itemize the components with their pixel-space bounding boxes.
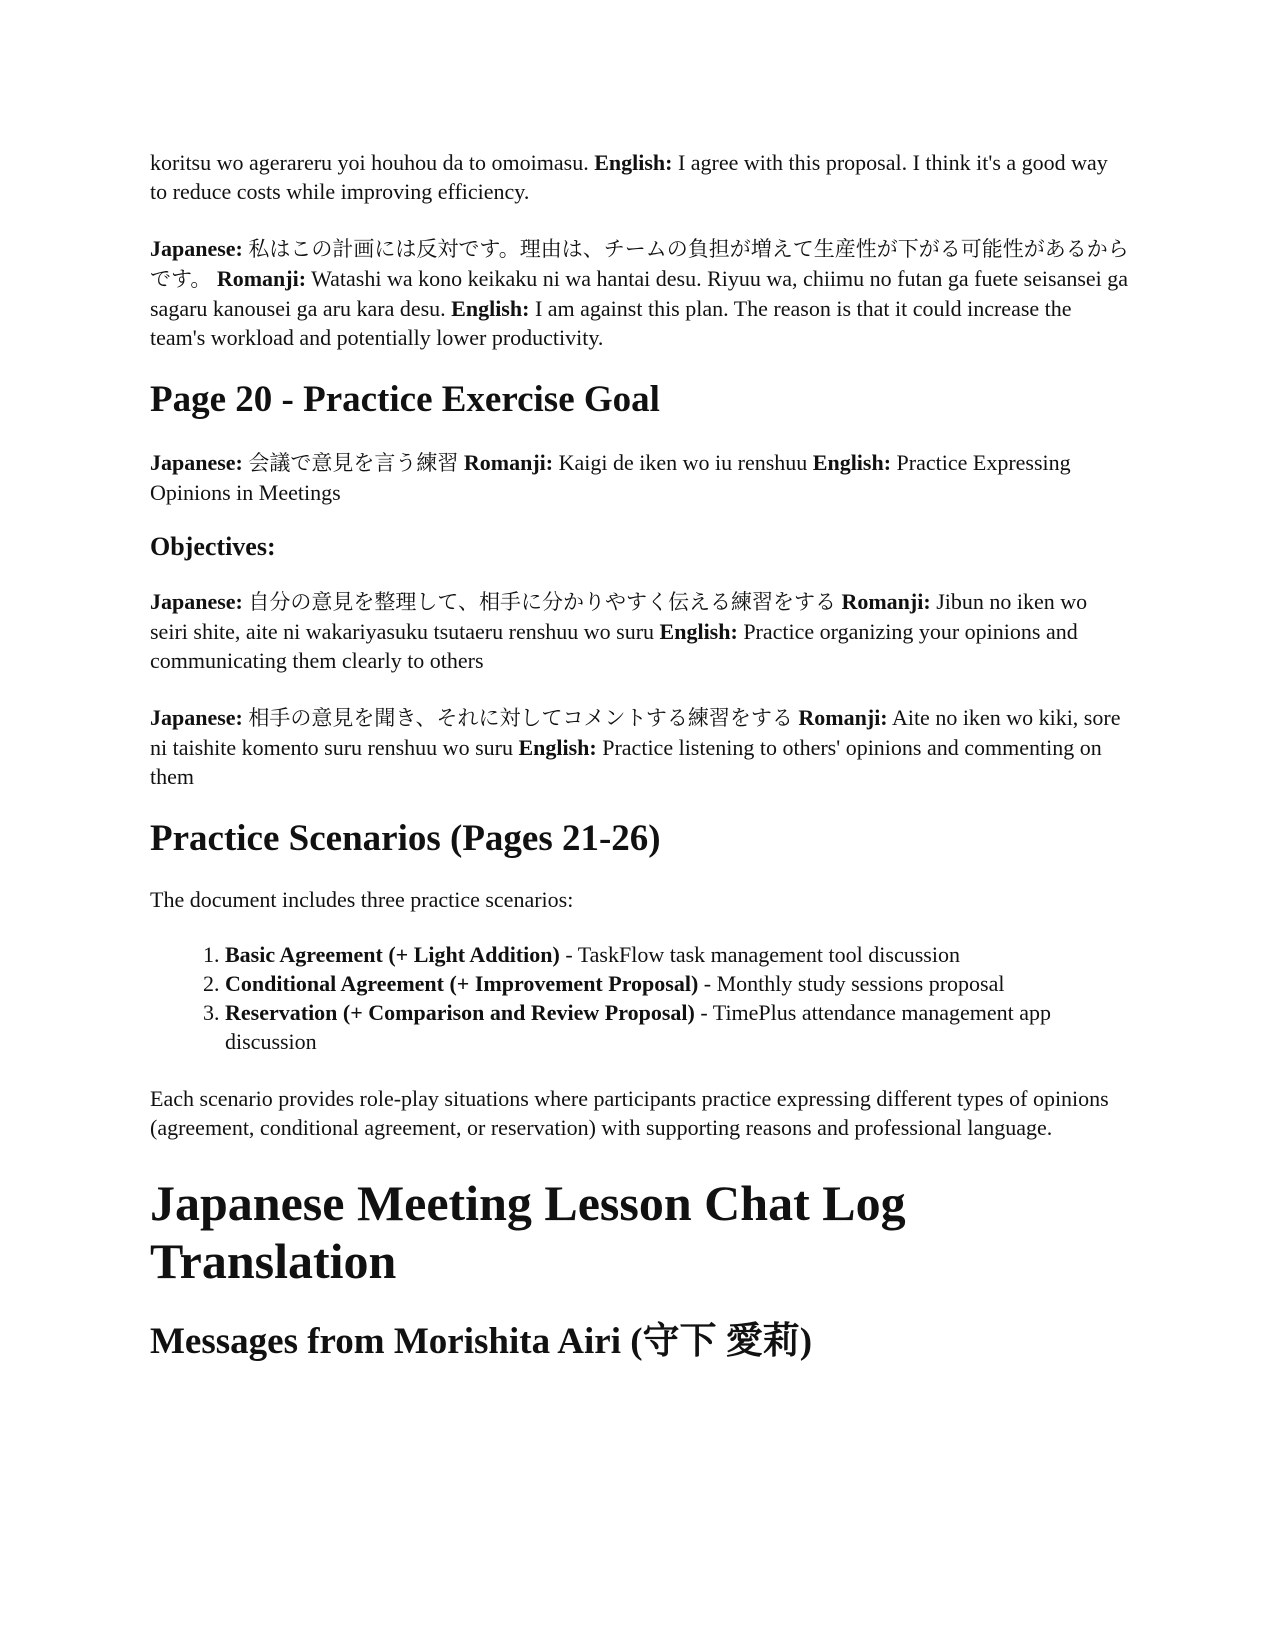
japanese-text: 相手の意見を聞き、それに対してコメントする練習をする — [248, 706, 793, 730]
japanese-text: 私はこの計画には反対です。理由は、チームの負担が増えて生産性が下がる可能性があるからです。 — [150, 237, 1129, 291]
paragraph-agreement-example — [150, 148, 1130, 206]
japanese-label: Japanese: — [150, 236, 243, 261]
paragraph-objective-2 — [150, 703, 1130, 791]
objectives-heading: Objectives: — [150, 532, 276, 561]
english-text: Practice listening to others' opinions and commenting on them — [150, 735, 1102, 789]
scenario-description: - Monthly study sessions proposal — [698, 971, 1005, 996]
romanji-text: Watashi wa kono keikaku ni wa hantai desu. Riyuu wa, chiimu no futan ga fuete seisansei ga sagaru kanousei ga aru kara desu. — [150, 266, 1129, 321]
english-label: English: — [659, 619, 738, 644]
scenario-title: Basic Agreement (+ Light Addition) — [225, 942, 560, 967]
paragraph-disagreement-example — [150, 234, 1130, 352]
main-title: Japanese Meeting Lesson Chat Log Translation — [150, 1175, 906, 1289]
english-label: English: — [594, 150, 673, 175]
scenario-title: Reservation (+ Comparison and Review Proposal) — [225, 1000, 695, 1025]
romanji-label: Romanji: — [841, 589, 931, 614]
scenario-description: - TaskFlow task management tool discussion — [559, 942, 960, 967]
document-page — [150, 148, 1130, 1364]
paragraph-objective-1 — [150, 587, 1130, 675]
scenarios-summary: Each scenario provides role-play situations where participants practice expressing different types of opinions (agreement, conditional agreement, or reservation) with supporting reasons and professional language. — [150, 1086, 1109, 1140]
english-text: Practice Expressing Opinions in Meetings — [150, 450, 1071, 505]
japanese-text: 自分の意見を整理して、相手に分かりやすく伝える練習をする — [248, 590, 836, 614]
japanese-text: 会議で意見を言う練習 — [248, 451, 459, 475]
romanji-label: Romanji: — [216, 266, 307, 291]
romanji-text: Aite no iken wo kiki, sore ni taishite komento suru renshuu wo suru — [150, 705, 1121, 760]
japanese-label: Japanese: — [150, 589, 243, 614]
romanji-text: Jibun no iken wo seiri shite, aite ni wakariyasuku tsutaeru renshuu wo suru — [150, 589, 1088, 644]
english-label: English: — [451, 296, 530, 321]
scenario-title: Conditional Agreement (+ Improvement Proposal) — [225, 971, 699, 996]
english-label: English: — [518, 735, 597, 760]
romanji-text: Kaigi de iken wo iu renshuu — [558, 450, 808, 475]
romanji-text: koritsu wo agerareru yoi houhou da to omoimasu. — [150, 150, 589, 175]
scenario-description: - TimePlus attendance management app discussion — [225, 1000, 1052, 1054]
english-label: English: — [812, 450, 892, 475]
english-text: I agree with this proposal. I think it's a good way to reduce costs while improving efficiency. — [150, 150, 1108, 204]
list-item — [225, 998, 1130, 1056]
section-heading-page20: Page 20 - Practice Exercise Goal — [150, 379, 660, 420]
scenario-list — [150, 940, 1130, 1056]
list-item — [225, 969, 1130, 998]
scenarios-intro: The document includes three practice scenarios: — [150, 887, 574, 912]
messages-heading: Messages from Morishita Airi (守下 愛莉) — [150, 1321, 813, 1362]
romanji-label: Romanji: — [463, 450, 554, 475]
japanese-label: Japanese: — [150, 450, 243, 475]
english-text: I am against this plan. The reason is that it could increase the team's workload and potentially lower productivity. — [150, 296, 1072, 350]
japanese-label: Japanese: — [150, 705, 243, 730]
section-heading-scenarios: Practice Scenarios (Pages 21-26) — [150, 818, 661, 859]
list-item — [225, 940, 1130, 969]
romanji-label: Romanji: — [798, 705, 888, 730]
english-text: Practice organizing your opinions and communicating them clearly to others — [150, 619, 1078, 673]
paragraph-goal — [150, 448, 1130, 507]
